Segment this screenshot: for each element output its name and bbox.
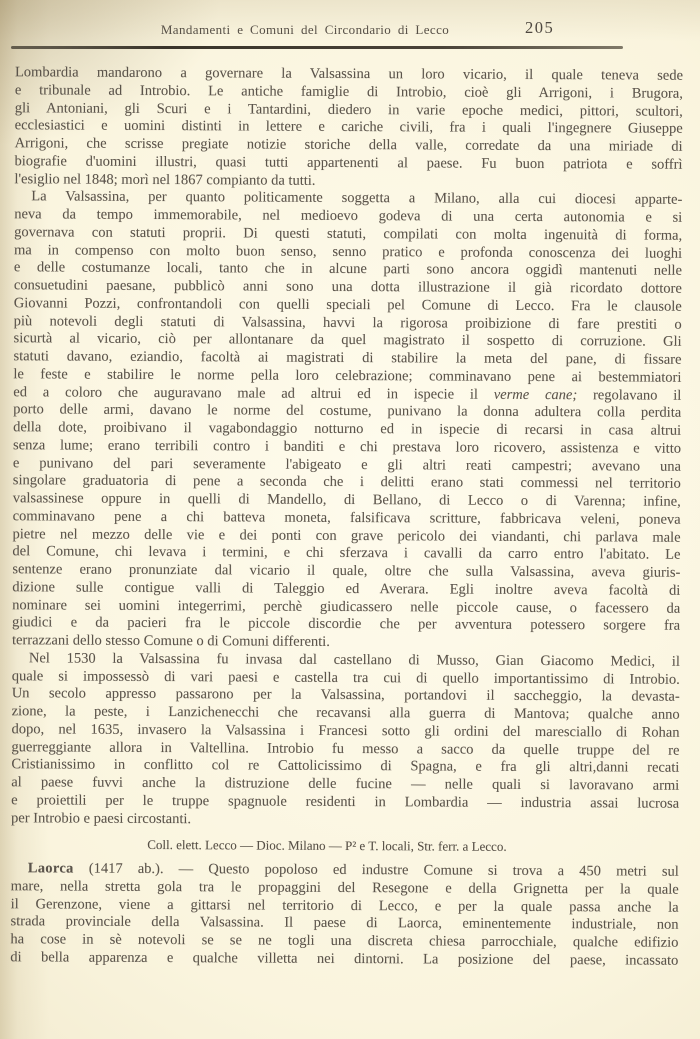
- text-line: ma in compenso con molto buon senso, senno pratico e profonda conoscenza dei luoghi: [13, 241, 683, 262]
- text-line: le feste e stabilire le norme pella loro celebrazione; comminavano pene ai bestemmiatori: [13, 365, 682, 386]
- text-line: sentenze erano pronunziate dal vicario il quale, oltre che sulla Valsassina, aveva giuris-: [12, 561, 681, 581]
- text-line: dopo, nel 1635, invasero la Valsassina i Francesi sotto gli ordini del maresciallo di Rohan: [11, 720, 680, 741]
- collegio-info-line: [11, 835, 679, 856]
- text-line: La Valsassina, per quanto politicamente soggetta a Milano, alla cui diocesi apparte-: [31, 188, 683, 208]
- text-line: della dote, proibivano il vagabondaggio notturno ed in ispecie di recarsi in casa altrui: [13, 419, 682, 439]
- text-line: l'esiglio nel 1848; morì nel 1867 compianto da tutti.: [14, 170, 316, 189]
- text-line: Cristianissimo in conflitto col re Cattolicissimo di Spagna, e fra gli altri,danni recati: [11, 756, 680, 776]
- text-line: giudici e da pacieri fra le piccole discordie che per avventura potessero sorgere fra: [12, 614, 681, 634]
- running-header-title: Mandamenti e Comuni del Circondario di Lecco: [160, 22, 450, 37]
- text-line: sicurtà al vicario, ciò per allontanare da quel magistrato il sospetto di corruzione. Gli: [13, 330, 682, 350]
- text-line: nominare sei uomini integerrimi, perchè giudicassero nelle piccole cause, o facessero da: [12, 596, 681, 617]
- text-line: e delle costumanze locali, tanto che in alcune parti sono ancora oggidì mantenuti nelle: [13, 259, 682, 279]
- text-line: il Gerenzone, viene a gittarsi nel territorio di Lecco, e per la quale passa anche la: [10, 895, 679, 916]
- text-line: mare, nella stretta gola tra le propaggini del Resegone e della Grignetta per la quale: [10, 877, 679, 898]
- text-line: Coll. elett. Lecco — Dioc. Milano — P² e T. locali, Str. ferr. a Lecco.: [147, 836, 507, 854]
- text-line: strada provinciale della Valsassina. Il paese di Laorca, eminentemente industriale, non: [10, 913, 679, 933]
- text-line: singolare graduatoria di pene a seconda che i delitti erano stati commessi nel territorio: [12, 472, 681, 492]
- text-line: guerreggiante allora in Valtellina. Introbio fu messo a sacco da quelle truppe del re: [11, 738, 680, 759]
- text-line: Nel 1530 la Valsassina fu invasa dal castellano di Musso, Gian Giacomo Medici, il: [28, 650, 680, 670]
- text-line: Lombardia mandarono a governare la Valsassina un loro vicario, il quale teneva sede: [14, 64, 683, 84]
- text-line: Giovanni Pozzi, confrontandoli con quelli speciali pel Comune di Lecco. Fra le clausole: [13, 294, 682, 315]
- text-line: gli Antoniani, gli Scuri e i Tantardini, diedero in varie epoche medici, pittori, scultori,: [14, 99, 683, 120]
- text-line: governava con statuti proprii. Di questi statuti, compilati con molta ingenuità di forma,: [14, 223, 683, 244]
- text-line: porto delle armi, davano le norme del costume, punivano la donna adultera colla perdita: [13, 401, 682, 421]
- text-line: consuetudini paesane, pubblicò anni sono una dotta illustrazione il già ricordato dottore: [13, 277, 682, 297]
- text-line: dizione sulle contigue valli di Taleggio ed Averara. Egli inoltre aveva facoltà di: [12, 578, 681, 599]
- header-rule-divider: [11, 46, 623, 49]
- text-line: neva da tempo immemorabile, nel medioevo godeva di una certa autonomia e si: [14, 206, 683, 226]
- page-number: 205: [525, 18, 555, 37]
- text-line: pietre nel mezzo delle vie e dei ponti con grave pericolo dei viandanti, chi parlava male: [12, 525, 681, 546]
- text-line: Laorca (1417 ab.). — Questo popoloso ed industre Comune si trova a 450 metri sul: [27, 860, 679, 880]
- text-line: comminavano pene a chi batteva moneta, falsificava scritture, fabbricava veleni, poneva: [12, 507, 681, 528]
- text-line: senza lume; erano terribili contro i banditi e chi prestava loro ricovero, assistenza e vitto: [12, 436, 682, 457]
- text-line: e punivano del pari severamente l'abigeato e gli altri reati campestri; avevano una: [12, 454, 681, 475]
- text-line: e tribunale ad Introbio. Le antiche famiglie di Introbio, cioè gli Arrigoni, i Brugora,: [14, 81, 683, 102]
- text-line: ha cose in sè notevoli se se ne togli una discreta chiesa parrocchiale, qualche edifizio: [10, 931, 679, 951]
- text-line: di bella apparenza e qualche villetta nei dintorni. La posizione del paese, incassato: [10, 948, 679, 969]
- text-line: Un secolo appresso passarono per la Valsassina, portandovi il saccheggio, la devasta-: [11, 685, 680, 705]
- text-line: del Comune, chi levava i termini, e chi sferzava i cavalli da carro entro l'abitato. Le: [12, 543, 681, 563]
- text-line: statuti davano, eziandio, facoltà ai magistrati di stabilire la meta del pane, di fissare: [13, 348, 682, 368]
- text-line: ecclesiastici e uomini distinti in lettere e cariche civili, fra i quali l'ingegnere Giuseppe: [14, 117, 683, 137]
- text-line: Arrigoni, che scrisse pregiate notizie storiche della valle, corredate da una miriade di: [14, 135, 683, 155]
- text-line: al paese fuvvi anche la distruzione delle fucine — nelle quali si lavoravano armi: [11, 774, 680, 794]
- text-line: terrazzani dello stesso Comune o di Comuni differenti.: [11, 632, 330, 650]
- text-line: zione, la peste, i Lanzichenecchi che recavansi alla guerra di Mantova; qualche anno: [11, 703, 680, 723]
- text-line: e proiettili per le truppe spagnuole residenti in Lombardia — industria assai lucrosa: [11, 791, 680, 812]
- paragraph-introbio-famiglie: [14, 64, 683, 192]
- text-line: valsassinese oppure in quelli di Mandello, di Bellano, di Lecco o di Varenna; infine,: [12, 490, 681, 510]
- paragraph-laorca: [10, 860, 679, 970]
- text-line: più notevoli degli statuti di Valsassina, havvi la rigorosa proibizione di fare prestiti o: [13, 312, 682, 333]
- text-line: per Introbio e paesi circostanti.: [11, 809, 192, 827]
- paragraph-statuti-valsassina: [12, 188, 682, 653]
- paragraph-invasioni: [11, 650, 680, 831]
- text-line: biografie d'uomini illustri, quasi tutti appartenenti al paese. Fu buon patriota e soffrì: [14, 152, 683, 173]
- text-line: ed a coloro che auguravano male ad altrui ed in ispecie il verme cane; regolavano il: [13, 383, 682, 404]
- text-block: [10, 64, 683, 970]
- text-line: quale si impossessò di vari paesi e castella tra cui di quello importantissimo di Introbio.: [11, 667, 680, 688]
